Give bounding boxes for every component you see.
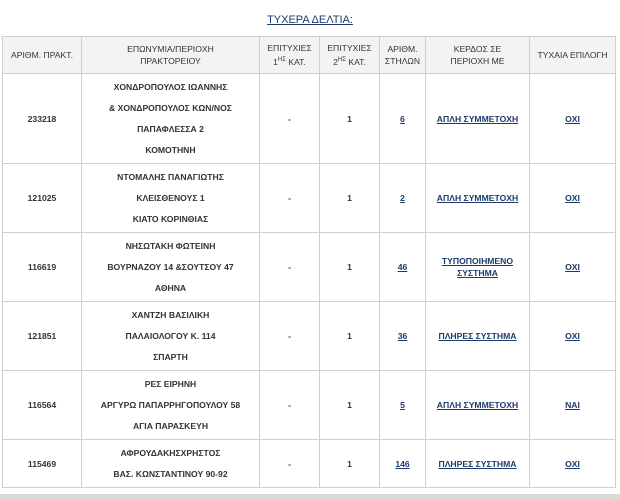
columns-cell: [380, 164, 426, 233]
agency-name-area: [82, 302, 260, 371]
quick-pick-link[interactable]: ΝΑΙ: [565, 400, 580, 410]
header-name-area: [82, 37, 260, 74]
win-type-cell: [426, 371, 530, 440]
quick-pick-link[interactable]: ΟΧΙ: [565, 458, 580, 469]
columns-cell: [380, 371, 426, 440]
wins-2nd: 1: [320, 74, 380, 164]
header-wins-1st-num: 1: [273, 56, 278, 67]
agency-no: 121025: [3, 164, 82, 233]
agency-line: ΠΑΠΑΦΛΕΣΣΑ 2: [137, 123, 204, 134]
header-name-area-line1: ΕΠΩΝΥΜΙΑ/ΠΕΡΙΟΧΗ: [127, 44, 214, 54]
header-columns: [380, 37, 426, 74]
agency-name-area: [82, 74, 260, 164]
agency-line: ΣΠΑΡΤΗ: [153, 351, 188, 362]
table-row: [3, 74, 616, 164]
winning-tickets-table: [2, 36, 616, 488]
header-wins-1st: [260, 37, 320, 74]
header-columns-line2: ΣΤΗΛΩΝ: [384, 56, 421, 66]
columns-cell: [380, 440, 426, 488]
header-wins-2nd-suffix: ΚΑΤ.: [345, 56, 366, 67]
page-bottom-edge: [0, 494, 620, 500]
quick-pick-cell: [530, 164, 616, 233]
quick-pick-link[interactable]: ΟΧΙ: [565, 262, 580, 272]
win-type-cell: [426, 164, 530, 233]
agency-line: ΑΘΗΝΑ: [154, 282, 187, 293]
header-wins-2nd: [320, 37, 380, 74]
wins-2nd: 1: [320, 164, 380, 233]
agency-line: ΚΙΑΤΟ ΚΟΡΙΝΘΙΑΣ: [132, 213, 209, 224]
agency-line: ΒΟΥΡΝΑΖΟΥ 14 &ΣΟΥΤΣΟΥ 47: [107, 261, 234, 272]
win-type-link[interactable]: ΠΛΗΡΕΣ ΣΥΣΤΗΜΑ: [438, 331, 517, 341]
agency-name-area: [82, 440, 260, 488]
agency-no: 121851: [3, 302, 82, 371]
header-quick-pick: ΤΥΧΑΙΑ ΕΠΙΛΟΓΗ: [530, 37, 616, 74]
columns-link[interactable]: 146: [395, 458, 410, 469]
agency-line: ΝΗΣΩΤΑΚΗ ΦΩΤΕΙΝΗ: [125, 240, 216, 251]
win-type-link[interactable]: ΑΠΛΗ ΣΥΜΜΕΤΟΧΗ: [436, 400, 519, 410]
agency-line: ΠΑΛΑΙΟΛΟΓΟΥ Κ. 114: [125, 330, 216, 341]
wins-2nd: 1: [320, 440, 380, 488]
agency-name-area: [82, 164, 260, 233]
agency-line: ΑΓΙΑ ΠΑΡΑΣΚΕΥΗ: [132, 420, 209, 431]
agency-line: ΧΑΝΤΖΗ ΒΑΣΙΛΙΚΗ: [131, 309, 210, 320]
columns-cell: [380, 233, 426, 302]
quick-pick-cell: [530, 302, 616, 371]
win-type-cell: [426, 233, 530, 302]
wins-1st: -: [260, 233, 320, 302]
columns-link[interactable]: 5: [400, 400, 405, 410]
wins-2nd: 1: [320, 371, 380, 440]
header-wins-2nd-num: 2: [333, 56, 338, 67]
agency-no: 233218: [3, 74, 82, 164]
agency-line: ΝΤΟΜΑΛΗΣ ΠΑΝΑΓΙΩΤΗΣ: [117, 171, 224, 182]
wins-1st: -: [260, 371, 320, 440]
header-wins-1st-sup: ΗΣ: [277, 57, 286, 64]
win-type-link[interactable]: ΑΠΛΗ ΣΥΜΜΕΤΟΧΗ: [436, 193, 519, 203]
header-win-type-line1: ΚΕΡΔΟΣ ΣΕ: [453, 44, 502, 54]
header-wins-2nd-sup: ΗΣ: [337, 57, 346, 64]
quick-pick-link[interactable]: ΟΧΙ: [565, 193, 580, 203]
agency-line: ΚΟΜΟΤΗΝΗ: [145, 144, 196, 155]
wins-1st: -: [260, 164, 320, 233]
table-row: [3, 302, 616, 371]
win-type-cell: [426, 74, 530, 164]
header-wins-1st-suffix: ΚΑΤ.: [285, 56, 306, 67]
header-agency-no: ΑΡΙΘΜ. ΠΡΑΚΤ.: [3, 37, 82, 74]
agency-no: 116564: [3, 371, 82, 440]
agency-line: ΧΟΝΔΡΟΠΟΥΛΟΣ ΙΩΑΝΝΗΣ: [113, 81, 228, 92]
section-title: ΤΥΧΕΡΑ ΔΕΛΤΙΑ:: [267, 14, 353, 26]
columns-link[interactable]: 6: [400, 113, 405, 124]
agency-line: & ΧΟΝΔΡΟΠΟΥΛΟΣ ΚΩΝ/ΝΟΣ: [109, 102, 232, 113]
quick-pick-cell: [530, 371, 616, 440]
header-wins-1st-line2: [262, 54, 317, 68]
header-columns-line1: ΑΡΙΘΜ.: [387, 44, 418, 54]
header-name-area-line2: ΠΡΑΚΤΟΡΕΙΟΥ: [140, 56, 201, 66]
win-type-link[interactable]: ΠΛΗΡΕΣ ΣΥΣΤΗΜΑ: [438, 458, 517, 469]
header-wins-2nd-line1: ΕΠΙΤΥΧΙΕΣ: [327, 43, 372, 54]
quick-pick-cell: [530, 440, 616, 488]
agency-line: ΑΡΓΥΡΩ ΠΑΠΑΡΡΗΓΟΠΟΥΛΟΥ 58: [100, 399, 241, 410]
table-row: [3, 233, 616, 302]
agency-no: 115469: [3, 440, 82, 488]
agency-line: ΑΦΡΟΥΔΑΚΗΣΧΡΗΣΤΟΣ: [120, 447, 221, 458]
agency-name-area: [82, 233, 260, 302]
win-type-link-line2[interactable]: ΣΥΣΤΗΜΑ: [457, 268, 498, 278]
quick-pick-link[interactable]: ΟΧΙ: [565, 113, 580, 124]
header-wins-2nd-line2: [322, 54, 377, 68]
table-row: [3, 371, 616, 440]
agency-no: 116619: [3, 233, 82, 302]
quick-pick-link[interactable]: ΟΧΙ: [565, 331, 580, 341]
columns-link[interactable]: 46: [397, 262, 408, 272]
header-win-type-line2: ΠΕΡΙΟΧΗ ΜΕ: [450, 56, 505, 66]
wins-2nd: 1: [320, 233, 380, 302]
win-type-link-line1[interactable]: ΤΥΠΟΠΟΙΗΜΕΝΟ: [441, 256, 514, 266]
header-win-type: [426, 37, 530, 74]
agency-line: ΡΕΣ ΕΙΡΗΝΗ: [144, 378, 197, 389]
columns-cell: [380, 74, 426, 164]
columns-cell: [380, 302, 426, 371]
table-row: [3, 164, 616, 233]
agency-line: ΚΛΕΙΣΘΕΝΟΥΣ 1: [136, 192, 205, 203]
wins-1st: -: [260, 302, 320, 371]
columns-link[interactable]: 36: [397, 331, 408, 341]
win-type-cell: [426, 440, 530, 488]
wins-2nd: 1: [320, 302, 380, 371]
header-wins-1st-line1: ΕΠΙΤΥΧΙΕΣ: [267, 43, 312, 54]
table-row: [3, 440, 616, 488]
header-row: [3, 37, 616, 74]
wins-1st: -: [260, 74, 320, 164]
wins-1st: -: [260, 440, 320, 488]
agency-name-area: [82, 371, 260, 440]
columns-link[interactable]: 2: [400, 193, 405, 203]
quick-pick-cell: [530, 74, 616, 164]
quick-pick-cell: [530, 233, 616, 302]
win-type-cell: [426, 302, 530, 371]
win-type-link[interactable]: ΑΠΛΗ ΣΥΜΜΕΤΟΧΗ: [436, 113, 519, 124]
agency-line: ΒΑΣ. ΚΩΝΣΤΑΝΤΙΝΟΥ 90-92: [113, 468, 228, 479]
